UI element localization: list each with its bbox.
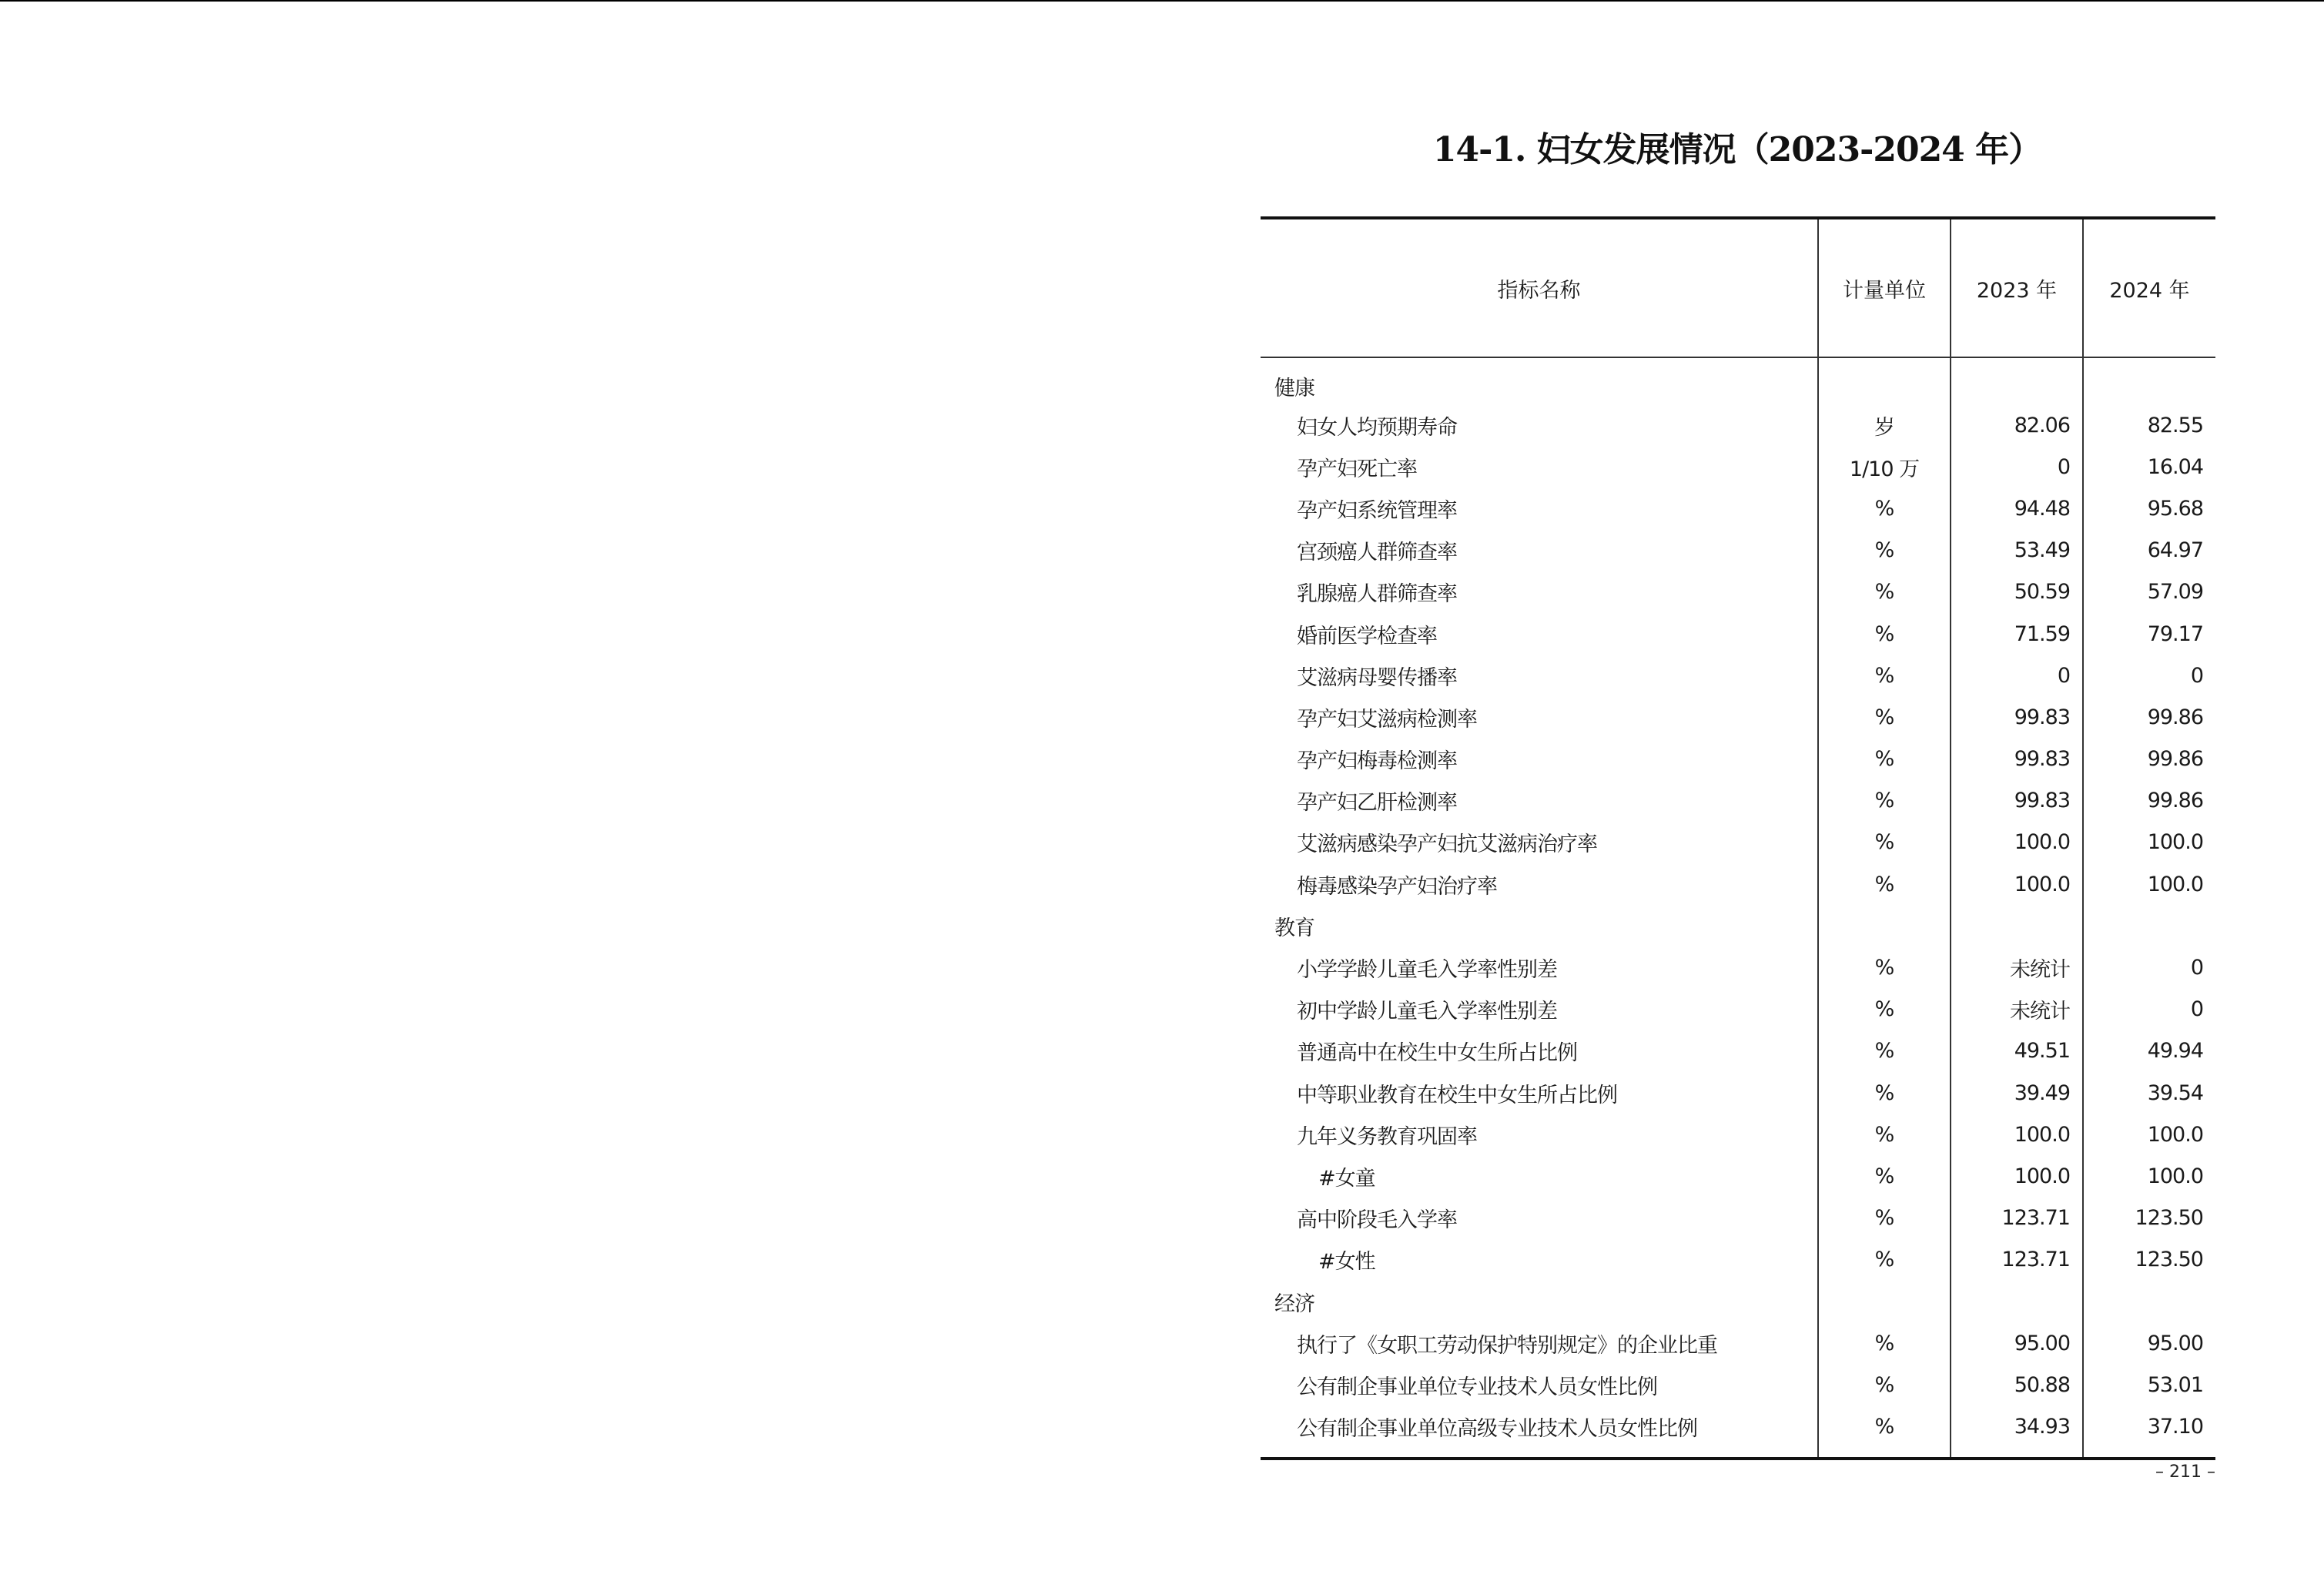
indicator-name: 初中学龄儿童毛入学率性别差	[1297, 1000, 1557, 1024]
value-2023: 34.93	[1951, 1406, 2083, 1459]
indicator-name: 中等职业教育在校生中女生所占比例	[1297, 1083, 1617, 1107]
indicator-name: 九年义务教育巩固率	[1297, 1124, 1477, 1149]
value-2024: 79.17	[2083, 613, 2215, 655]
page-title: 14-1. 妇女发展情况（2023-2024 年）	[1432, 130, 2042, 169]
unit-cell: %	[1818, 571, 1951, 613]
unit-cell: %	[1818, 1406, 1951, 1459]
table-row	[1261, 446, 2215, 487]
table-row	[1261, 1114, 2215, 1155]
page-number: – 211 –	[2155, 1462, 2215, 1482]
value-2023: 50.59	[1951, 571, 2083, 613]
indicator-name: #女童	[1318, 1166, 1375, 1191]
value-2024: 53.01	[2083, 1364, 2215, 1405]
value-2024: 99.86	[2083, 696, 2215, 738]
indicator-name: 梅毒感染孕产妇治疗率	[1297, 874, 1497, 899]
table-row	[1261, 739, 2215, 780]
value-2023: 53.49	[1951, 530, 2083, 571]
indicator-name: #女性	[1318, 1250, 1375, 1275]
table-row	[1261, 863, 2215, 905]
value-2024	[2083, 1281, 2215, 1322]
value-2024: 100.0	[2083, 822, 2215, 863]
table-row	[1261, 1364, 2215, 1405]
table-row	[1261, 1406, 2215, 1459]
indicator-name: 乳腺癌人群筛查率	[1297, 582, 1457, 607]
table-row	[1261, 822, 2215, 863]
table-row	[1261, 613, 2215, 655]
unit-cell	[1818, 357, 1951, 404]
value-2023: 71.59	[1951, 613, 2083, 655]
value-2023: 99.83	[1951, 780, 2083, 822]
value-2024: 0	[2083, 655, 2215, 696]
indicator-name: 婚前医学检查率	[1297, 624, 1437, 648]
unit-cell: %	[1818, 1030, 1951, 1072]
page-top-border	[0, 0, 2324, 2]
section-title: 教育	[1274, 916, 1314, 940]
unit-cell: %	[1818, 946, 1951, 988]
value-2023: 100.0	[1951, 1155, 2083, 1197]
value-2024: 82.55	[2083, 404, 2215, 446]
value-2023: 94.48	[1951, 487, 2083, 529]
unit-cell	[1818, 905, 1951, 946]
value-2024	[2083, 357, 2215, 404]
table-row	[1261, 1198, 2215, 1239]
table-row	[1261, 696, 2215, 738]
value-2023: 123.71	[1951, 1198, 2083, 1239]
unit-cell: %	[1818, 1114, 1951, 1155]
table-row	[1261, 1030, 2215, 1072]
table-body	[1261, 357, 2215, 1459]
unit-cell: %	[1818, 613, 1951, 655]
value-2023: 未统计	[1951, 989, 2083, 1030]
value-2023	[1951, 357, 2083, 404]
value-2023: 50.88	[1951, 1364, 2083, 1405]
unit-cell: %	[1818, 487, 1951, 529]
unit-cell: %	[1818, 1364, 1951, 1405]
unit-cell: %	[1818, 863, 1951, 905]
table-row	[1261, 655, 2215, 696]
value-2023	[1951, 1281, 2083, 1322]
indicator-name: 妇女人均预期寿命	[1297, 415, 1457, 440]
section-title: 经济	[1274, 1292, 1314, 1316]
indicator-name: 孕产妇艾滋病检测率	[1297, 707, 1477, 732]
value-2024: 37.10	[2083, 1406, 2215, 1459]
value-2024: 100.0	[2083, 1155, 2215, 1197]
table-header-row	[1261, 218, 2215, 357]
section-title: 健康	[1274, 376, 1314, 400]
value-2023: 100.0	[1951, 822, 2083, 863]
table-row	[1261, 1155, 2215, 1197]
indicator-name: 执行了《女职工劳动保护特别规定》的企业比重	[1297, 1333, 1717, 1358]
unit-cell: %	[1818, 1072, 1951, 1114]
table-row	[1261, 571, 2215, 613]
indicator-name: 公有制企事业单位专业技术人员女性比例	[1297, 1375, 1657, 1399]
unit-cell: %	[1818, 780, 1951, 822]
value-2024: 95.68	[2083, 487, 2215, 529]
header-unit: 计量单位	[1818, 218, 1951, 357]
value-2023: 0	[1951, 655, 2083, 696]
table-section-row	[1261, 357, 2215, 404]
indicator-name: 普通高中在校生中女生所占比例	[1297, 1041, 1577, 1066]
value-2023: 100.0	[1951, 863, 2083, 905]
unit-cell: %	[1818, 1322, 1951, 1364]
unit-cell	[1818, 1281, 1951, 1322]
table-row	[1261, 404, 2215, 446]
unit-cell: 岁	[1818, 404, 1951, 446]
table-row	[1261, 1072, 2215, 1114]
unit-cell: %	[1818, 989, 1951, 1030]
indicator-name: 宫颈癌人群筛查率	[1297, 541, 1457, 565]
women-development-table	[1261, 216, 2215, 1460]
table-section-row	[1261, 1281, 2215, 1322]
unit-cell: %	[1818, 1239, 1951, 1281]
table-row	[1261, 530, 2215, 571]
indicator-name: 高中阶段毛入学率	[1297, 1208, 1457, 1233]
header-indicator-name: 指标名称	[1261, 218, 1818, 357]
value-2024: 123.50	[2083, 1239, 2215, 1281]
unit-cell: %	[1818, 822, 1951, 863]
value-2024: 0	[2083, 946, 2215, 988]
unit-cell: %	[1818, 1198, 1951, 1239]
unit-cell: 1/10 万	[1818, 446, 1951, 487]
value-2024: 64.97	[2083, 530, 2215, 571]
table-row	[1261, 1239, 2215, 1281]
value-2023: 49.51	[1951, 1030, 2083, 1072]
table-row	[1261, 989, 2215, 1030]
indicator-name: 艾滋病母婴传播率	[1297, 665, 1457, 690]
value-2023: 39.49	[1951, 1072, 2083, 1114]
value-2024: 99.86	[2083, 780, 2215, 822]
value-2023: 123.71	[1951, 1239, 2083, 1281]
value-2023: 99.83	[1951, 739, 2083, 780]
table-row	[1261, 946, 2215, 988]
indicator-name: 艾滋病感染孕产妇抗艾滋病治疗率	[1297, 833, 1597, 857]
value-2024	[2083, 905, 2215, 946]
table-row	[1261, 1322, 2215, 1364]
indicator-name: 孕产妇死亡率	[1297, 457, 1417, 481]
value-2024: 49.94	[2083, 1030, 2215, 1072]
value-2024: 99.86	[2083, 739, 2215, 780]
unit-cell: %	[1818, 655, 1951, 696]
value-2023: 未统计	[1951, 946, 2083, 988]
header-year-2024: 2024 年	[2083, 218, 2215, 357]
indicator-name: 孕产妇系统管理率	[1297, 498, 1457, 523]
unit-cell: %	[1818, 696, 1951, 738]
value-2023: 0	[1951, 446, 2083, 487]
indicator-name: 孕产妇梅毒检测率	[1297, 749, 1457, 774]
value-2024: 100.0	[2083, 1114, 2215, 1155]
value-2024: 16.04	[2083, 446, 2215, 487]
indicator-name: 公有制企事业单位高级专业技术人员女性比例	[1261, 1406, 1818, 1459]
value-2024: 100.0	[2083, 863, 2215, 905]
value-2024: 123.50	[2083, 1198, 2215, 1239]
value-2023: 82.06	[1951, 404, 2083, 446]
unit-cell: %	[1818, 739, 1951, 780]
unit-cell: %	[1818, 1155, 1951, 1197]
indicator-name: 孕产妇乙肝检测率	[1297, 791, 1457, 816]
value-2024: 0	[2083, 989, 2215, 1030]
table-row	[1261, 487, 2215, 529]
value-2024: 39.54	[2083, 1072, 2215, 1114]
unit-cell: %	[1818, 530, 1951, 571]
indicator-name: 小学学龄儿童毛入学率性别差	[1297, 958, 1557, 983]
value-2023: 99.83	[1951, 696, 2083, 738]
value-2023: 100.0	[1951, 1114, 2083, 1155]
value-2024: 95.00	[2083, 1322, 2215, 1364]
header-year-2023: 2023 年	[1951, 218, 2083, 357]
value-2024: 57.09	[2083, 571, 2215, 613]
value-2023	[1951, 905, 2083, 946]
table-section-row	[1261, 905, 2215, 946]
table-row	[1261, 780, 2215, 822]
value-2023: 95.00	[1951, 1322, 2083, 1364]
